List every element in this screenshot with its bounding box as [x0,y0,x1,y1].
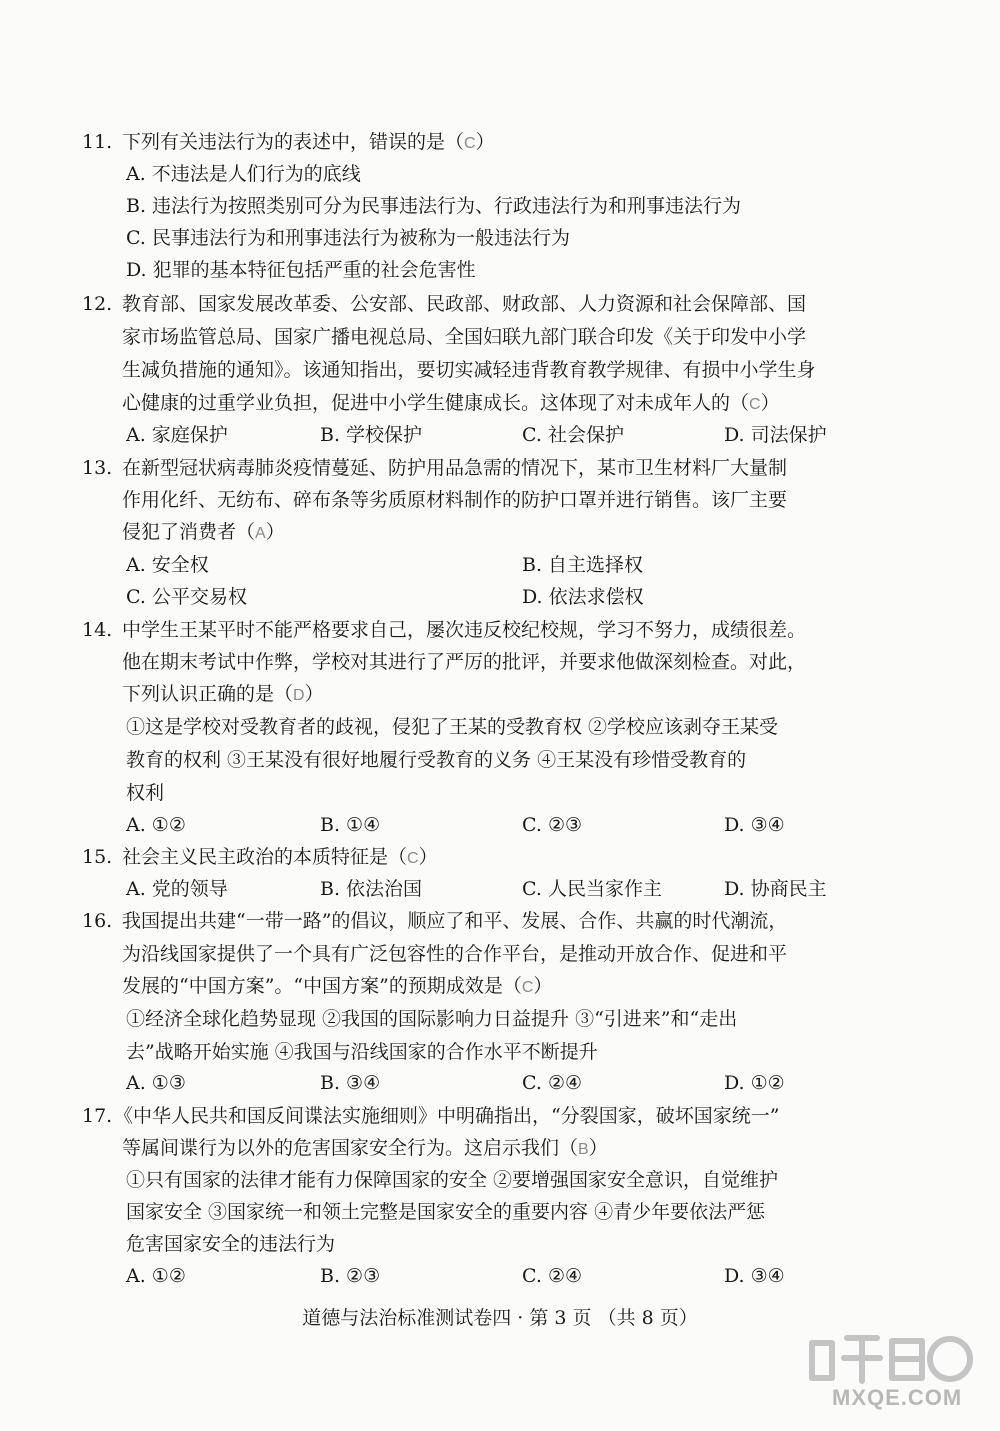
question-stem-line: 他在期末考试中作弊，学校对其进行了严厉的批评，并要求他做深刻检查。对此， [122,651,807,673]
option-d: D. 犯罪的基本特征包括严重的社会危害性 [126,259,476,281]
option-d: D. ③④ [724,814,785,836]
statement-line: 去”战略开始实施 ④我国与沿线国家的合作水平不断提升 [126,1041,598,1063]
answer-mark: C [749,396,761,413]
question-stem-line: 发展的“中国方案”。“中国方案”的预期成效是（C） [122,975,553,997]
question-stem: 下列有关违法行为的表述中，错误的是（C） [122,131,495,153]
answer-mark: A [255,525,266,542]
question-number: 14. [82,619,113,641]
answer-mark: C [407,850,419,867]
option-b: B. 自主选择权 [522,554,644,576]
watermark-logo [792,1323,982,1423]
statement-line: 危害国家安全的违法行为 [126,1233,336,1255]
question-stem-line: 作用化纤、无纺布、碎布条等劣质原材料制作的防护口罩并进行销售。该厂主要 [122,489,788,511]
option-c: C. ②④ [522,1265,583,1287]
question-stem: 社会主义民主政治的本质特征是（C） [122,846,438,868]
option-a: A. 安全权 [126,554,209,576]
option-a: A. 党的领导 [126,878,228,900]
statement-line: 教育的权利 ③王某没有很好地履行受教育的义务 ④王某没有珍惜受教育的 [126,749,747,771]
statement-line: ①这是学校对受教育者的歧视，侵犯了王某的受教育权 ②学校应该剥夺王某受 [126,716,779,738]
statement-line: 权利 [126,782,165,804]
statement-line: ①经济全球化趋势显现 ②我国的国际影响力日益提升 ③“引进来”和“走出 [126,1008,738,1030]
question-stem-line: 心健康的过重学业负担，促进中小学生健康成长。这体现了对未成年人的（C） [122,392,780,414]
question-stem-line: 等属间谍行为以外的危害国家安全行为。这启示我们（B） [122,1137,608,1159]
option-c: C. 公平交易权 [126,586,247,608]
option-b: B. 违法行为按照类别可分为民事违法行为、行政违法行为和刑事违法行为 [126,195,742,217]
statement-line: 国家安全 ③国家统一和领土完整是国家安全的重要内容 ④青少年要依法严惩 [126,1201,766,1223]
question-stem-line: 中学生王某平时不能严格要求自己，屡次违反校纪校规，学习不努力，成绩很差。 [122,619,807,641]
question-number: 13. [82,457,113,479]
option-c: C. ②④ [522,1072,583,1094]
answer-mark: D [293,687,305,704]
option-c: C. 人民当家作主 [522,878,662,900]
option-a: A. 不违法是人们行为的底线 [126,163,361,185]
option-b: B. 学校保护 [320,424,423,446]
option-c: C. ②③ [522,814,583,836]
question-stem-line: 《中华人民共和国反间谍法实施细则》中明确指出，“分裂国家，破坏国家统一” [114,1105,780,1127]
option-b: B. ①④ [320,814,381,836]
question-number: 17. [82,1105,113,1127]
question-stem-line: 我国提出共建“一带一路”的倡议，顺应了和平、发展、合作、共赢的时代潮流， [122,910,788,932]
option-a: A. ①② [126,1265,186,1287]
statement-line: ①只有国家的法律才能有力保障国家的安全 ②要增强国家安全意识，自觉维护 [126,1169,779,1191]
question-number: 11. [82,131,113,153]
option-b: B. 依法治国 [320,878,423,900]
answer-mark: B [578,1141,589,1158]
option-d: D. 司法保护 [724,424,827,446]
question-stem-line: 生减负措施的通知》。该通知指出，要切实减轻违背教育教学规律、有损中小学生身 [122,359,816,381]
question-stem-line: 家市场监管总局、国家广播电视总局、全国妇联九部门联合印发《关于印发中小学 [122,326,807,348]
page-footer: 道德与法治标准测试卷四 · 第 3 页 （共 8 页） [302,1307,698,1329]
answer-mark: C [521,979,534,996]
option-d: D. 协商民主 [724,878,827,900]
question-number: 12. [82,293,113,315]
option-d: D. 依法求偿权 [522,586,644,608]
question-stem-line: 在新型冠状病毒肺炎疫情蔓延、防护用品急需的情况下，某市卫生材料厂大量制 [122,457,788,479]
question-stem-line: 下列认识正确的是（D） [122,683,324,705]
answer-mark: C [464,135,476,152]
option-d: D. ①② [724,1072,785,1094]
option-b: B. ③④ [320,1072,381,1094]
question-stem-line: 教育部、国家发展改革委、公安部、民政部、财政部、人力资源和社会保障部、国 [122,293,807,315]
option-a: A. 家庭保护 [126,424,228,446]
question-stem-line: 侵犯了消费者（A） [122,521,285,543]
question-number: 16. [82,910,113,932]
watermark-url: MXQE.COM [832,1385,963,1410]
question-stem-line: 为沿线国家提供了一个具有广泛包容性的合作平台，是推动开放合作、促进和平 [122,943,788,965]
option-b: B. ②③ [320,1265,381,1287]
option-c: C. 社会保护 [522,424,624,446]
option-d: D. ③④ [724,1265,785,1287]
question-number: 15. [82,846,113,868]
option-a: A. ①③ [126,1072,186,1094]
option-c: C. 民事违法行为和刑事违法行为被称为一般违法行为 [126,227,570,249]
option-a: A. ①② [126,814,186,836]
